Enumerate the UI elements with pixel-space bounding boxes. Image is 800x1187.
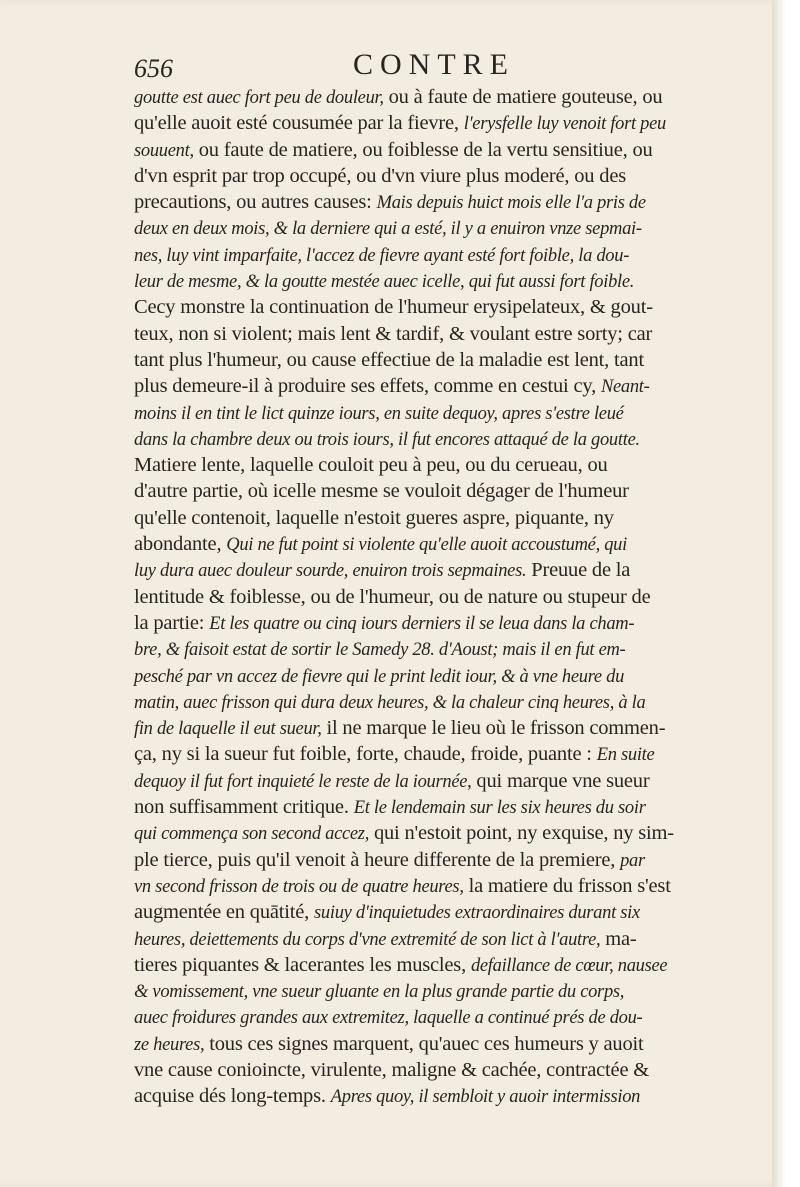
text-line (134, 1031, 734, 1057)
italic-quote-text: & vomissement, vne sueur gluante en la plus grande partie du corps, (134, 982, 625, 1003)
roman-text: d'vn esprit par trop occupé, ou d'vn viure plus moderé, ou des (134, 164, 626, 187)
roman-text: abondante, (134, 533, 227, 556)
text-line (134, 321, 734, 347)
roman-text: tous ces signes marquent, qu'auec ces humeurs y auoit (204, 1032, 644, 1055)
roman-text: plus demeure-il à produire ses effets, comme en cestui cy, (134, 375, 601, 398)
roman-text: qui n'estoit point, ny exquise, ny sim- (369, 822, 674, 845)
italic-quote-text: par (620, 850, 645, 871)
italic-quote-text: vn second frisson de trois ou de quatre heures, (134, 876, 464, 897)
italic-quote-text: leur de mesme, & la goutte mestée auec icelle, qui fut aussi fort foible. (134, 272, 635, 293)
text-line (134, 294, 734, 320)
text-line (134, 426, 734, 452)
roman-text: Matiere lente, laquelle couloit peu à peu, ou du cerueau, ou (134, 454, 608, 477)
text-line (134, 715, 734, 741)
text-line (134, 137, 734, 163)
body-text (134, 84, 734, 1110)
text-line (134, 610, 734, 636)
roman-text: non suffisamment critique. (134, 796, 354, 819)
roman-text: qu'elle contenoit, laquelle n'estoit gueres aspre, piquante, ny (134, 506, 614, 529)
italic-quote-text: En suite (596, 745, 655, 766)
italic-quote-text: l'erysfelle luy venoit fort peu (463, 114, 666, 135)
italic-quote-text: moins il en tint le lict quinze iours, en suite dequoy, apres s'estre leué (134, 403, 624, 424)
text-line (134, 1083, 734, 1109)
text-line (134, 794, 734, 820)
text-line (134, 189, 734, 215)
text-line (134, 478, 734, 504)
roman-text: augmentée en quātité, (134, 901, 315, 924)
text-line (134, 1057, 734, 1083)
roman-text: tant plus l'humeur, ou cause effectiue de la maladie est lent, tant (134, 348, 644, 371)
roman-text: ou faute de matiere, ou foiblesse de la vertu sensitiue, ou (193, 138, 653, 161)
italic-quote-text: nes, luy vint imparfaite, l'accez de fievre ayant esté fort foible, la dou- (134, 245, 630, 266)
text-line (134, 584, 734, 610)
roman-text: tieres piquantes & lacerantes les muscles, (134, 953, 471, 976)
text-line (134, 978, 734, 1004)
text-line (134, 952, 734, 978)
roman-text: ou à faute de matiere gouteuse, ou (383, 86, 663, 108)
text-line (134, 899, 734, 925)
text-line (134, 347, 734, 373)
roman-text: teux, non si violent; mais lent & tardif, & voulant estre sorty; car (134, 322, 653, 345)
text-line (134, 505, 734, 531)
italic-quote-text: luy dura auec douleur sourde, enuiron trois sepmaines. (134, 561, 527, 582)
text-line (134, 110, 734, 136)
page-header (134, 48, 734, 88)
roman-text: la matiere du frisson s'est (463, 874, 671, 897)
roman-text: il ne marque le lieu où le frisson commen- (321, 717, 666, 740)
roman-text: qui marque vne sueur (471, 769, 650, 792)
text-line (134, 873, 734, 899)
roman-text: Preuue de la (526, 559, 631, 582)
italic-quote-text: goutte est auec fort peu de douleur, (134, 88, 384, 108)
italic-quote-text: Et le lendemain sur les six heures du soir (353, 798, 646, 819)
italic-quote-text: fin de laquelle il eut sueur, (134, 719, 322, 740)
roman-text: precautions, ou autres causes: (134, 191, 377, 214)
roman-text: ça, ny si la sueur fut foible, forte, chaude, froide, puante : (134, 743, 597, 766)
roman-text: la partie: (134, 611, 210, 634)
text-line (134, 636, 734, 662)
roman-text: vne cause conioincte, virulente, maligne & cachée, contractée & (134, 1058, 650, 1081)
text-line (134, 663, 734, 689)
roman-text: d'autre partie, où icelle mesme se vouloit dégager de l'humeur (134, 480, 629, 503)
italic-quote-text: souuent, (134, 140, 194, 161)
italic-quote-text: ze heures, (134, 1034, 205, 1055)
italic-quote-text: Et les quatre ou cinq iours derniers il se leua dans la cham- (209, 613, 635, 634)
roman-text: Cecy monstre la continuation de l'humeur erysipelateux, & gout- (134, 296, 653, 319)
page-number: 656 (134, 54, 173, 83)
italic-quote-text: dans la chambre deux ou trois iours, il fut encores attaqué de la goutte. (134, 429, 640, 450)
text-line (134, 847, 734, 873)
italic-quote-text: matin, auec frisson qui dura deux heures, & la chaleur cinq heures, à la (134, 692, 646, 713)
text-line (134, 689, 734, 715)
italic-quote-text: pesché par vn accez de fievre qui le print ledit iour, & à vne heure du (134, 666, 625, 687)
text-line (134, 820, 734, 846)
text-line (134, 452, 734, 478)
italic-quote-text: Mais depuis huict mois elle l'a pris de (376, 193, 646, 214)
text-line (134, 373, 734, 399)
roman-text: acquise dés long-temps. (134, 1085, 331, 1108)
text-line (134, 163, 734, 189)
italic-quote-text: heures, deiettements du corps d'vne extremité de son lict à l'autre, (134, 929, 601, 950)
italic-quote-text: qui commença son second accez, (134, 824, 370, 845)
roman-text: lentitude & foiblesse, ou de l'humeur, ou de nature ou stupeur de (134, 585, 651, 608)
text-line (134, 242, 734, 268)
text-line (134, 1004, 734, 1030)
roman-text: qu'elle auoit esté cousumée par la fievre, (134, 112, 464, 135)
italic-quote-text: auec froidures grandes aux extremitez, laquelle a continué prés de dou- (134, 1008, 643, 1029)
text-line (134, 531, 734, 557)
roman-text: ple tierce, puis qu'il venoit à heure differente de la premiere, (134, 848, 621, 871)
text-line (134, 768, 734, 794)
italic-quote-text: dequoy il fut fort inquieté le reste de la iournée, (134, 771, 472, 792)
italic-quote-text: Qui ne fut point si violente qu'elle auoit accoustumé, qui (226, 535, 627, 556)
text-line (134, 268, 734, 294)
italic-quote-text: Apres quoy, il sembloit y auoir intermission (330, 1087, 641, 1108)
text-line (134, 741, 734, 767)
text-line (134, 926, 734, 952)
page-edge (772, 0, 786, 1187)
text-line (134, 400, 734, 426)
italic-quote-text: suiuy d'inquietudes extraordinaires durant six (314, 903, 640, 924)
text-line (134, 557, 734, 583)
text-line (134, 215, 734, 241)
running-title: CONTRE (353, 48, 515, 81)
italic-quote-text: bre, & faisoit estat de sortir le Samedy 28. d'Aoust; mais il en fut em- (134, 640, 626, 661)
italic-quote-text: deux en deux mois, & la derniere qui a esté, il y a enuiron vnze sepmai- (134, 219, 642, 240)
roman-text: ma- (600, 927, 637, 950)
text-line (134, 84, 734, 110)
italic-quote-text: defaillance de cœur, nausee (470, 955, 668, 976)
italic-quote-text: Neant- (600, 377, 650, 398)
